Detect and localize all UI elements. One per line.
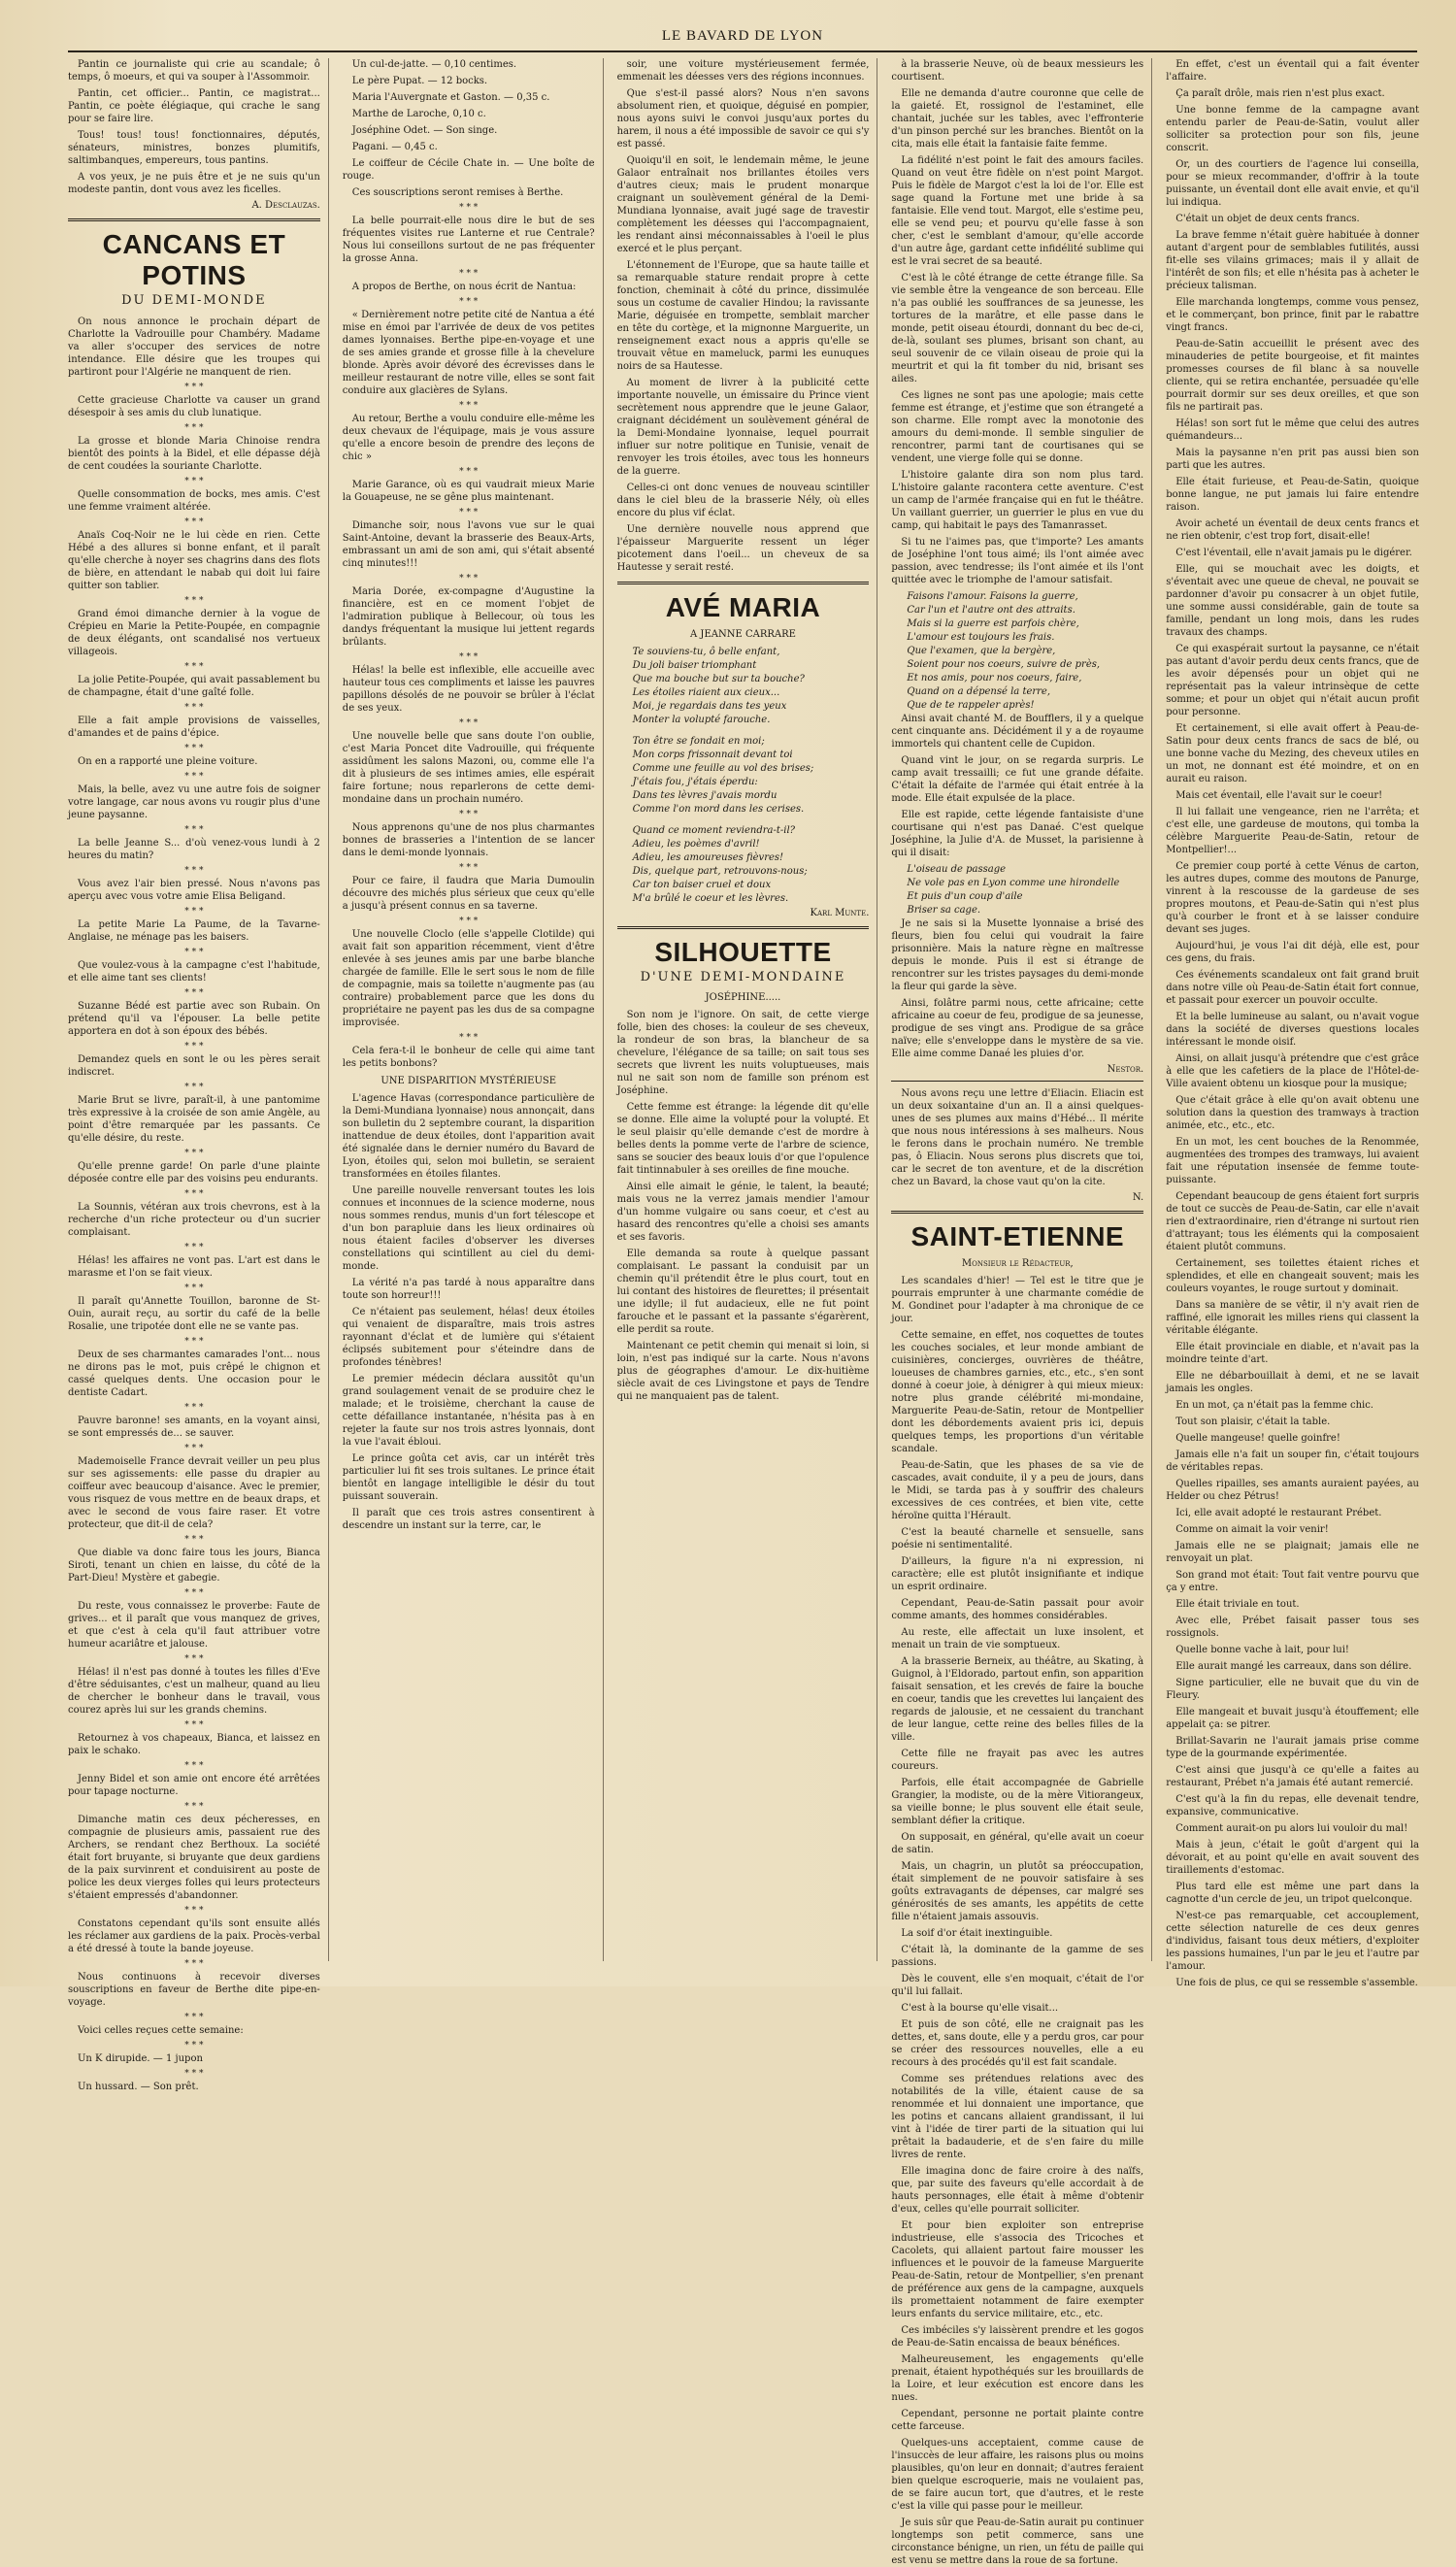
paragraph: soir, une voiture mystérieusement fermée, emmenait les déesses vers des régions inconnues. — [616, 59, 870, 83]
paragraph: Elle imagina donc de faire croire à des naïfs, que, par suite des faveurs qu'elle accordait à de hauts personnages, elle était à même d'obtenir d'eux, celles qu'elle pourrait solliciter. — [891, 2166, 1144, 2215]
paragraph: Maintenant ce petit chemin qui menait si loin, si loin, n'est pas indiqué sur la carte. Nous n'avons plus de géographes d'amour. Le dix-huitième siècle avait de ces Livingstone et pays de Tendre qui ne manquaient pas de talent. — [616, 1341, 870, 1402]
poem-line: Ton être se fondait en moi; — [632, 736, 765, 747]
paragraph: C'est qu'à la fin du repas, elle devenait tendre, expansive, communicative. — [1166, 1794, 1419, 1817]
poem-line: Mon corps frissonnait devant toi — [632, 750, 793, 760]
star-separator: * * * — [184, 517, 204, 527]
masthead — [68, 21, 1417, 52]
star-separator: * * * — [459, 297, 479, 307]
star-separator: * * * — [184, 988, 204, 998]
poem-line: Adieu, les amoureuses fièvres! — [632, 852, 784, 863]
poem-signature: Karl Munte. — [810, 908, 870, 918]
paragraph: Ces événements scandaleux ont fait grand bruit dans notre ville où Peau-de-Satin était fort connue, et passait pour exercer un pouvoir occulte. — [1166, 970, 1419, 1006]
paragraph: La soif d'or était inextinguible. — [901, 1928, 1053, 1939]
paragraph: Jamais elle n'a fait un souper fin, c'était toujours de véritables repas. — [1166, 1450, 1419, 1473]
paragraph: Ce premier coup porté à cette Vénus de carton, les autres dupes, comme des moutons de Panurge, vinrent à la rescousse de la gardeuse de ses propres moutons, et Peau-de-Satin qui n'est plus qu'à courber le front et à se laisser conduire devant ses juges. — [1166, 861, 1419, 935]
paragraph: La belle Jeanne S... d'où venez-vous lundi à 2 heures du matin? — [68, 838, 320, 861]
paragraph: Une nouvelle belle que sans doute l'on oublie, c'est Maria Poncet dite Vadrouille, qui fréquente assidûment les salons Mazoni, ou, comme elle l'a dit à plusieurs de ses intimes amies, elle espérait faire fortune; nous reparlerons de cette demi-mondaine dans un prochain numéro. — [342, 731, 595, 805]
paragraph: Dès le couvent, elle s'en moquait, c'était de l'or qu'il lui fallait. — [891, 1974, 1144, 1997]
subscription-item: Le coiffeur de Cécile Chate in. — Une boîte de rouge. — [342, 158, 595, 182]
paragraph: La grosse et blonde Maria Chinoise rendra bientôt des points à la Bidel, et elle dépasse déjà de cent coudées la souriante Charlotte. — [68, 436, 320, 472]
paragraph: Plus tard elle est même une part dans la cagnotte d'un cercle de jeu, un tripot quelconque. — [1166, 1882, 1419, 1905]
disparition-body — [343, 1092, 595, 1532]
divider — [891, 1211, 1143, 1214]
subscription-item: Maria l'Auvergnate et Gaston. — 0,35 c. — [351, 92, 550, 103]
signature-n: N. — [1132, 1192, 1144, 1203]
paragraph: La jolie Petite-Poupée, qui avait passablement bu de champagne, était d'une gaîté folle. — [68, 675, 320, 698]
paragraph: Un hussard. — Son prêt. — [78, 2082, 199, 2092]
paragraph: Elle marchanda longtemps, comme vous pensez, et le commerçant, bon prince, finit par le rabattre vingt francs. — [1166, 297, 1419, 333]
star-separator: * * * — [459, 467, 479, 477]
subscription-item: Joséphine Odet. — Son singe. — [351, 125, 498, 136]
paragraph: Signe particulier, elle ne buvait que du vin de Fleury. — [1166, 1678, 1419, 1701]
paragraph: Retournez à vos chapeaux, Bianca, et laissez en paix le schako. — [68, 1733, 320, 1756]
star-separator: * * * — [184, 772, 204, 782]
divider — [891, 1081, 1143, 1082]
poem-line: Les étoiles riaient aux cieux... — [632, 687, 780, 698]
quote-line: Et puis d'un coup d'aile — [907, 891, 1023, 902]
column-3 — [617, 58, 878, 1961]
star-separator: * * * — [184, 1654, 204, 1664]
subscription-item: Pagani. — 0,45 c. — [351, 142, 438, 152]
paragraph: Hélas! son sort fut le même que celui des autres quémandeurs... — [1166, 418, 1419, 442]
paragraph: Je suis sûr que Peau-de-Satin aurait pu continuer longtemps son petit commerce, sans une circonstance bénigne, un rien, un fétu de paille qui est venu se mettre dans la roue de sa fortune. — [891, 2517, 1144, 2566]
star-separator: * * * — [459, 574, 479, 583]
paragraph: Du reste, vous connaissez le proverbe: Faute de grives... et il paraît que vous manquez de grives, et que c'est à cela qu'il faut attribuer votre humeur acariâtre et jalouse. — [68, 1601, 320, 1650]
paragraph: Hélas! les affaires ne vont pas. L'art est dans le marasme et l'on se fait vieux. — [68, 1255, 320, 1279]
star-separator: * * * — [184, 1444, 204, 1453]
paragraph: Cette fille ne frayait pas avec les autres coureurs. — [891, 1749, 1144, 1772]
paragraph: Ainsi, folâtre parmi nous, cette africaine; cette africaine au coeur de feu, prodigue de sa jeunesse, prodigue de ses vingt ans. Prodigue de sa grâce naïve; elle s'enveloppe dans le mystère de sa vie. Elle aime comme Danaé les pluies d'or. — [891, 998, 1144, 1059]
paragraph: Ça paraît drôle, mais rien n'est plus exact. — [1175, 88, 1385, 99]
paragraph: Cependant, personne ne portait plainte contre cette farceuse. — [891, 2409, 1144, 2432]
star-separator: * * * — [184, 866, 204, 876]
column-4-body-2 — [891, 713, 1143, 859]
star-separator: * * * — [184, 423, 204, 433]
paragraph: La Sounnis, vétéran aux trois chevrons, est à la recherche d'un riche protecteur ou d'un sucrier complaisant. — [68, 1202, 320, 1238]
paragraph: Et la belle lumineuse au salant, ou n'avait vogue dans la société de diverses questions locales intéressant le monde oisif. — [1166, 1012, 1419, 1048]
paragraph: Et certainement, si elle avait offert à Peau-de-Satin pour deux cents francs de sacs de blé, ou une bonne vache du Mezing, des cheveux utiles en un mot, ne donnant est été moindre, et on en aurait eu raison. — [1166, 723, 1419, 784]
paragraph: Ainsi, on allait jusqu'à prétendre que c'est grâce à elle que les cafetiers de la place de l'Hôtel-de-Ville avaient obtenu un kiosque pour la musique; — [1166, 1053, 1419, 1089]
poem-line: Moi, je regardais dans tes yeux — [632, 701, 787, 712]
paragraph: Au reste, elle affectait un luxe insolent, et menait un train de vie somptueux. — [891, 1627, 1144, 1650]
paragraph: Cette gracieuse Charlotte va causer un grand désespoir à ses amis du club lunatique. — [68, 395, 320, 418]
paragraph: Quand vint le jour, on se regarda surpris. Le camp avait tressailli; ce fut une grande défaite. C'était la défaite de l'armée qui était entrée à la mode. Elle était expulsée de la place. — [891, 755, 1144, 804]
subscription-item: Un cul-de-jatte. — 0,10 centimes. — [351, 59, 517, 70]
poem-line: Adieu, les poèmes d'avril! — [632, 839, 760, 850]
star-separator: * * * — [184, 2069, 204, 2079]
song-line: Car l'un et l'autre ont des attraits. — [907, 605, 1075, 616]
paragraph: Ainsi elle aimait le génie, le talent, la beauté; mais vous ne la verrez jamais mendier l'amour d'un homme vulgaire ou sans coeur, et c'est au hasard des rencontres qu'elle a choisi ses amants et ses favoris. — [616, 1182, 870, 1243]
quote-line: Briser sa cage. — [907, 905, 981, 916]
paragraph: Quelques-uns acceptaient, comme cause de l'insuccès de leur affaire, les raisons plus ou moins plausibles, qu'on leur en donnait; d'autres feraient bien quelque escroquerie, mais ne voulaient pas, de se faire aucun tort, que d'autres, et le reste c'est la ville qui passe pour le meilleur. — [891, 2438, 1144, 2512]
paragraph: Deux de ses charmantes camarades l'ont... nous ne dirons pas le mot, puis crêpé le chignon et cassé quelques dents. Une occasion pour le dentiste Cadart. — [68, 1350, 320, 1398]
column-1 — [68, 58, 329, 2092]
paragraph: Mais, la belle, avez vu une autre fois de soigner votre langage, car nous avons vu rougir plus d'une jeune paysanne. — [68, 784, 320, 820]
song-line: Que de te rappeler après! — [907, 700, 1035, 711]
paragraph: La brave femme n'était guère habituée à donner autant d'argent pour de semblables futilités, aussi fit-elle ses vilains grimaces; mais il y allait de l'intérêt de son fils; et elle n'hésita pas à acheter le précieux talisman. — [1166, 230, 1419, 291]
paragraph: C'est à la bourse qu'elle visait... — [901, 2003, 1059, 2014]
poem-line: Monter la volupté farouche. — [632, 715, 771, 725]
column-4-body — [891, 58, 1143, 586]
star-separator: * * * — [459, 863, 479, 873]
paragraph: Mademoiselle France devrait veiller un peu plus sur ses agissements: elle passe du drapier au coiffeur avec beaucoup d'aisance. Avec le premier, vous risquez de vous mettre en de beaux draps, et avec le second de vous faire raser. Et votre protecteur, que dit-il de cela? — [68, 1456, 320, 1530]
subscription-item: Marthe de Laroche, 0,10 c. — [351, 109, 486, 119]
song-line: Que l'examen, que la bergère, — [907, 646, 1056, 656]
paragraph: Il paraît qu'Annette Touillon, baronne de St-Ouin, aurait reçu, au sortir du café de la belle Rosalie, une tripotée dont elle ne se vante pas. — [68, 1296, 320, 1332]
salutation: Monsieur le Rédacteur, — [961, 1258, 1074, 1269]
paragraph: Vous avez l'air bien pressé. Nous n'avons pas aperçu avec vous votre amie Elisa Beligand. — [68, 879, 320, 902]
paragraph: Elle était furieuse, et Peau-de-Satin, quoique bonne langue, ne put jamais lui faire entendre raison. — [1166, 477, 1419, 513]
poem-line: J'étais fou, j'étais éperdu: — [632, 777, 758, 787]
paragraph: Que diable va donc faire tous les jours, Bianca Siroti, tenant un chien en laisse, du côté de la Part-Dieu! Mystère et gabegie. — [68, 1548, 320, 1584]
paragraph: Mais cet éventail, elle l'avait sur le coeur! — [1175, 790, 1383, 801]
paragraph: Que voulez-vous à la campagne c'est l'habitude, et elle aime tant ses clients! — [68, 960, 320, 983]
paragraph: Ces lignes ne sont pas une apologie; mais cette femme est étrange, et j'estime que son étrangeté a son charme. Elle rompt avec la monotonie des amours du demi-monde. Il semble singulier de rencontrer, parmi tant de courtisanes qui se vendent, une vierge folle qui se donne. — [891, 390, 1144, 464]
headline-disparition: UNE DISPARITION MYSTÉRIEUSE — [381, 1076, 557, 1086]
paragraph: Une pareille nouvelle renversant toutes les lois connues et inconnues de la science moderne, nous nous sommes rendus, munis d'un fort télescope et d'un bon parapluie dans les lieux ordinaires où nous étaient faciles d'observer les diverses constellations qui scintillent au ciel du demi-monde. — [342, 1185, 595, 1272]
paragraph: Au retour, Berthe a voulu conduire elle-même les deux chevaux de l'équipage, mais je vous assure qu'elle a encore besoin de prendre des leçons de chic » — [342, 414, 595, 462]
paragraph: La belle pourrait-elle nous dire le but de ses fréquentes visites rue Lanterne et rue Centrale? Nous lui conseillons surtout de ne pas fréquenter la grosse Anna. — [342, 216, 595, 264]
paragraph: Demandez quels en sont le ou les pères serait indiscret. — [68, 1054, 320, 1078]
poem-line: Comme une feuille au vol des brises; — [632, 763, 814, 774]
paragraph: Cependant beaucoup de gens étaient fort surpris de tout ce succès de Peau-de-Satin, car elle n'avait rien d'extraordinaire, rien d'étrange ni surtout rien d'attrayant; tous les éléments qui la composaient étaient plutôt communs. — [1166, 1191, 1419, 1252]
masthead-title: LE BAVARD DE LYON — [661, 28, 824, 44]
star-separator: * * * — [184, 703, 204, 713]
silhouette-name: JOSÉPHINE..... — [705, 992, 781, 1003]
star-separator: * * * — [184, 1802, 204, 1812]
paragraph: L'étonnement de l'Europe, que sa haute taille et sa remarquable stature rendait propre à cette fonction, cheminait à côté du prince, dissimulée sous un costume de cavalier Hindou; la ravissante Marie, déguisée en trompette, semblait marcher en tête du cortège, et la mignonne Marguerite, un renseignement exact nous a appris qu'elle se trouvait vêtue en mameluck, parmi les eunuques noirs de sa Hautesse. — [616, 260, 870, 372]
divider — [617, 582, 870, 584]
paragraph: Avec elle, Prébet faisait passer tous ses rossignols. — [1166, 1616, 1419, 1639]
paragraph: Que s'est-il passé alors? Nous n'en savons absolument rien, et quoique, déguisé en pompier, nous ayons suivi le convoi jusqu'aux portes du harem, il nous a été impossible de savoir ce qui s'y est passé. — [616, 88, 870, 150]
poem-line: Dans tes lèvres j'avais mordu — [632, 790, 778, 801]
paragraph: Quelles ripailles, ses amants auraient payées, au Helder ou chez Pétrus! — [1166, 1479, 1419, 1502]
paragraph: à la brasserie Neuve, où de beaux messieurs les courtisent. — [891, 59, 1144, 83]
star-separator: * * * — [459, 203, 479, 213]
paragraph: Celles-ci ont donc venues de nouveau scintiller dans le ciel bleu de la brasserie Nély, où elles encore du plus vif éclat. — [616, 483, 870, 518]
paragraph: Pantin, cet officier... Pantin, ce magistrat... Pantin, ce poète élégiaque, qui crache le sang pour se faire lire. — [68, 88, 320, 124]
star-separator: * * * — [184, 1588, 204, 1598]
star-separator: * * * — [184, 1906, 204, 1916]
star-separator: * * * — [184, 1720, 204, 1730]
star-separator: * * * — [184, 825, 204, 835]
signature-nestor: Nestor. — [1107, 1064, 1144, 1075]
paragraph: Les scandales d'hier! — Tel est le titre que je pourrais emprunter à une charmante comédie de M. Gondinet pour l'adapter à ma chronique de ce jour. — [891, 1276, 1144, 1324]
quote-line: Ne vole pas en Lyon comme une hirondelle — [907, 878, 1120, 888]
signature-desclauzas: A. Desclauzas. — [251, 200, 320, 211]
paragraph: Quoiqu'il en soit, le lendemain même, le jeune Galaor entraînait nos brillantes étoiles vers d'autres cieux; mais le prudent monarque craignant un soulèvement général de la Demi-Mundiana lyonnaise, avait jugé sage de travestir complètement les déesses qui l'accompagnaient, les rendant ainsi méconnaissables à l'oeil le plus exercé et le plus perçant. — [616, 155, 870, 254]
poem-line: Car ton baiser cruel et doux — [632, 880, 772, 890]
star-separator: * * * — [184, 1189, 204, 1199]
poem-line: Comme l'on mord dans les cerises. — [632, 804, 805, 815]
star-separator: * * * — [459, 917, 479, 926]
star-separator: * * * — [459, 269, 479, 279]
poem-dedication: A JEANNE CARRARE — [690, 629, 796, 640]
paragraph: A vos yeux, je ne puis être et je ne suis qu'un modeste pantin, dont vous avez les ficelles. — [68, 172, 320, 195]
song-line: Faisons l'amour. Faisons la guerre, — [907, 591, 1078, 602]
paragraph: Peau-de-Satin accueillit le présent avec des minauderies de petite bourgeoise, et fit maintes promesses courses de fil blanc à sa nouvelle cliente, qui se retira enchantée, persuadée qu'elle pourrait dormir sur ses deux oreilles, et que son fils ne partirait pas. — [1166, 339, 1419, 413]
paragraph: Tous! tous! tous! fonctionnaires, députés, sénateurs, ministres, bonzes plumitifs, saltimbanques, empereurs, tous pantins. — [68, 130, 320, 166]
paragraph: En un mot, les cent bouches de la Renommée, augmentées des trompes des tramways, lui avaient fait une réputation insensée de femme toute-puissante. — [1166, 1137, 1419, 1185]
poem-title: AVÉ MARIA — [665, 592, 821, 622]
column-2-body — [343, 186, 595, 1070]
paragraph: Hélas! la belle est inflexible, elle accueille avec hauteur tous ces compliments et laisse les pauvres papillons désolés de ne pouvoir se brûler à l'éclat de ses yeux. — [342, 665, 595, 714]
star-separator: * * * — [184, 1042, 204, 1051]
paragraph: Voici celles reçues cette semaine: — [78, 2025, 244, 2036]
paragraph: Dans sa manière de se vêtir, il n'y avait rien de raffiné, elle ignorait les milles riens qui classent la véritable élégante. — [1166, 1300, 1419, 1336]
paragraph: Une nouvelle Cloclo (elle s'appelle Clotilde) qui avait fait son apparition récemment, vient d'être enlevée à ses jeunes amis par une barbe blanche chargée de famille. Elle le sert sous le nom de fille de compagnie, mais sa toilette n'augmente pas (au contraire) probablement parce que les dons du propriétaire ne payent pas les dus de sa compagne improvisée. — [342, 929, 595, 1028]
paragraph: Elle mangeait et buvait jusqu'à étouffement; elle appelait ça: se pitrer. — [1166, 1707, 1419, 1730]
paragraph: Pauvre baronne! ses amants, en la voyant ainsi, se sont empressés de... se sauver. — [68, 1416, 320, 1439]
song-line: Et nos amis, pour nos coeurs, faire, — [907, 673, 1082, 683]
song-line: Soient pour nos coeurs, suivre de près, — [907, 659, 1101, 670]
poem-stanza-3 — [617, 824, 870, 906]
paragraph: Brillat-Savarin ne l'aurait jamais prise comme type de la gourmande expérimentée. — [1166, 1736, 1419, 1759]
paragraph: Mais la paysanne n'en prit pas aussi bien son parti que les autres. — [1166, 448, 1419, 471]
paragraph: Quelle consommation de bocks, mes amis. C'est une femme vraiment altérée. — [68, 489, 320, 513]
paragraph: Un K dirupide. — 1 jupon — [78, 2053, 203, 2064]
paragraph: Au moment de livrer à la publicité cette importante nouvelle, un émissaire du Prince vient secrètement nous apprendre que le jeune Galaor, craignant décidément un soulèvement général de la Demi-Mondaine lyonnaise, lequel pourrait influer sur notre politique en Tunisie, venait de renvoyer les trois étoiles, avec tous les honneurs de la guerre. — [616, 378, 870, 477]
paragraph: Elle demanda sa route à quelque passant complaisant. Le passant la conduisit par un chemin qu'il prétendit être le plus court, tout en lui contant des histoires de fleurettes; il présentait une idylle; il fut audacieux, elle ne fut point farouche et le passant et la passante s'égarèrent, elle perdit sa route. — [616, 1249, 870, 1335]
star-separator: * * * — [459, 508, 479, 517]
paragraph: Une dernière nouvelle nous apprend que l'épaisseur Marguerite ressent un léger picotement dans l'oeil... un cheveux de sa Hautesse y serait resté. — [616, 524, 870, 573]
poem-line: Te souviens-tu, ô belle enfant, — [632, 647, 780, 657]
song-line: L'amour est toujours les frais. — [907, 632, 1055, 643]
paragraph: Hélas! il n'est pas donné à toutes les filles d'Eve d'être séduisantes, c'est un malheur, quand au lieu de chercher le bonheur dans le travail, vous courez après lui sur les grands chemins. — [68, 1667, 320, 1716]
star-separator: * * * — [459, 401, 479, 411]
star-separator: * * * — [459, 810, 479, 819]
paragraph: Ces souscriptions seront remises à Berthe. — [351, 187, 564, 198]
paragraph: C'est la beauté charnelle et sensuelle, sans poésie ni sentimentalité. — [891, 1527, 1144, 1550]
star-separator: * * * — [184, 2041, 204, 2050]
poem-line: Quand ce moment reviendra-t-il? — [632, 825, 796, 836]
paragraph: La vérité n'a pas tardé à nous apparaître dans toute son horreur!!! — [342, 1278, 595, 1301]
paragraph: Aujourd'hui, je vous l'ai dit déjà, elle est, pour ces gens, du frais. — [1166, 941, 1419, 964]
paragraph: N'est-ce pas remarquable, cet accouplement, cette sélection naturelle de ces deux genres d'individus, faisant tous deux métiers, d'exploiter les passions humaines, l'un par le jeu et l'autre par l'amour. — [1166, 1911, 1419, 1972]
paragraph: On supposait, en général, qu'elle avait un coeur de satin. — [891, 1832, 1144, 1855]
paragraph: C'était là, la dominante de la gamme de ses passions. — [891, 1945, 1144, 1968]
paragraph: La fidélité n'est point le fait des amours faciles. Quand on veut être fidèle on n'est point Margot. Puis le fidèle de Margot c'est la loi de l'or. Elle est sage quand la Fortune met une bride à sa fantaisie. Elle vend tout. Margot, elle s'estime peu, elle se vend peu; et pourvu qu'elle fasse à son cher, c'est le semblant d'amour, qu'elle accorde d'un autre âge, gardant cette infidélité sublime qui est le vrai secret de sa beauté. — [891, 155, 1144, 267]
song-verse — [891, 590, 1143, 713]
star-separator: * * * — [184, 948, 204, 957]
silhouette-title: SILHOUETTE — [654, 937, 832, 967]
star-separator: * * * — [184, 596, 204, 606]
star-separator: * * * — [184, 2013, 204, 2022]
paragraph: Elle, qui se mouchait avec les doigts, et s'éventait avec une queue de cheval, ne pouvait se pardonner d'avoir pu consacrer à un objet futile, une somme aussi considérable, gain de toute sa famille, pendant un long mois, dans les rudes travaux des champs. — [1166, 564, 1419, 638]
paragraph: Nous avons reçu une lettre d'Eliacin. Eliacin est un deux soixantaine d'un an. Il a ainsi quelques-unes de ses plumes aux mains d'Hébé... Il mérite que nous nous intéressions à ses malheurs. Nous le ferons dans le prochain numéro. Ne tremble pas, ô Eliacin. Nous serons plus discrets que toi, car le secret de ton aventure, et de la discrétion chez un Bavard, la chose vaut qu'on la cite. — [891, 1088, 1144, 1187]
paragraph: Ces imbéciles s'y laissèrent prendre et les gogos de Peau-de-Satin encaissa de beaux bénéfices. — [891, 2325, 1144, 2349]
paragraph: Dimanche matin ces deux pécheresses, en compagnie de plusieurs amis, passaient rue des Archers, se rendant chez Berthoux. La société était fort bruyante, si bruyante que deux gardiens de la paix survinrent et conduisirent au poste de police les deux vierges folles qui leurs protecteurs s'étaient empressés d'abandonner. — [68, 1815, 320, 1901]
paragraph: Marie Brut se livre, paraît-il, à une pantomime très expressive à la croisée de son amie Angèle, au point d'être remarquée par les passants. Ce qu'elle désire, du reste. — [68, 1095, 320, 1144]
paragraph: Nous apprenons qu'une de nos plus charmantes bonnes de brasseries a l'intention de se lancer dans le demi-monde lyonnais. — [342, 822, 595, 858]
silhouette-body — [617, 1009, 870, 1403]
star-separator: * * * — [184, 1403, 204, 1413]
paragraph: Certainement, ses toilettes étaient riches et splendides, et elle en changeait souvent; mais les couleurs voyantes, le rouge surtout y dominait. — [1166, 1258, 1419, 1294]
poem-line: Que ma bouche but sur ta bouche? — [632, 674, 805, 684]
paragraph: Le prince goûta cet avis, car un intérêt très particulier lui fit ses trois sultanes. Le prince était bientôt en langage intelligible le désir du tout puissant souverain. — [342, 1453, 595, 1502]
column-2 — [343, 58, 604, 1961]
paragraph: Maria Dorée, ex-compagne d'Augustine la financière, est en ce moment l'objet de l'admiration publique à Bellecour, où tous les dandys fréquentant la musique lui jettent regards brûlants. — [342, 586, 595, 648]
paragraph: Elle a fait ample provisions de vaisselles, d'amandes et de pains d'épice. — [68, 716, 320, 739]
paragraph: Quelle bonne vache à lait, pour lui! — [1175, 1645, 1349, 1655]
paragraph: Cependant, Peau-de-Satin passait pour avoir comme amants, des hommes considérables. — [891, 1598, 1144, 1621]
paragraph: Avoir acheté un éventail de deux cents francs et ne rien obtenir, c'est trop fort, disait-elle! — [1166, 518, 1419, 542]
paragraph: Elle aurait mangé les carreaux, dans son délire. — [1175, 1661, 1412, 1672]
paragraph: Constatons cependant qu'ils sont ensuite allés les réclamer aux gardiens de la paix. Procès-verbal a été dressé à toute la bande joyeuse. — [68, 1918, 320, 1954]
paragraph: Ici, elle avait adopté le restaurant Prébet. — [1175, 1508, 1382, 1518]
paragraph: Elle ne débarbouillait à demi, et ne se lavait jamais les ongles. — [1166, 1371, 1419, 1394]
column-5-body — [1166, 58, 1419, 1989]
paragraph: Ainsi avait chanté M. de Boufflers, il y a quelque cent cinquante ans. Décidément il y a de royaume immortels qui chantent celle de Cupidon. — [891, 714, 1144, 750]
paragraph: « Dernièrement notre petite cité de Nantua a été mise en émoi par l'arrivée de deux de vos petites dames lyonnaises. Berthe pipe-en-voyage et une de ses amies grande et grosse fille à la chevelure blonde. Après avoir dévoré des écrevisses dans le meilleur restaurant de notre ville, elles se sont fait conduire aux glacières de Sylans. — [342, 310, 595, 396]
paragraph: Ce n'étaient pas seulement, hélas! deux étoiles qui venaient de disparaître, mais trois astres rayonnant d'éclat et de lumière qui s'étaient éclipsés subitement pour s'éteindre dans de profondes ténèbres! — [342, 1307, 595, 1368]
paragraph: C'était un objet de deux cents francs. — [1175, 214, 1360, 224]
section-title-saint-etienne: SAINT-ETIENNE — [910, 1221, 1125, 1251]
paragraph: On en a rapporté une pleine voiture. — [78, 756, 258, 767]
paragraph: Or, un des courtiers de l'agence lui conseilla, pour se mieux recommander, d'offrir à la toute puissante, un éventail dont elle avait envie, et qu'il lui indiqua. — [1166, 159, 1419, 208]
paragraph: Quelle mangeuse! quelle goinfre! — [1175, 1433, 1340, 1444]
divider — [617, 926, 870, 929]
paragraph: Tout son plaisir, c'était la table. — [1175, 1417, 1331, 1427]
section-subtitle-demi-monde: DU DEMI-MONDE — [121, 293, 267, 308]
paragraph: C'est ainsi que jusqu'à ce qu'elle a faites au restaurant, Prébet n'a jamais été autant remercié. — [1166, 1765, 1419, 1788]
paragraph: L'histoire galante dira son nom plus tard. L'histoire galante racontera cette aventure. C'est un camp de l'armée française qui en fut le théâtre. Un vaillant guerrier, un guerrier le plus en vue du camp, qui habitait le pays des Tamanrasset. — [891, 470, 1144, 531]
paragraph: En un mot, ça n'était pas la femme chic. — [1175, 1400, 1373, 1411]
star-separator: * * * — [184, 744, 204, 753]
subscription-item: Le père Pupat. — 12 bocks. — [351, 76, 488, 86]
paragraph: A la brasserie Berneix, au théâtre, au Skating, à Guignol, à l'Eldorado, partout enfin, son apparition faisait sensation, et les crevés de faire la bouche en coeur, tandis que les crevettes lui lançaient des regards de jalousie, et ne cessaient du tranchant de leur langue, cette reine des belles filles de la ville. — [891, 1656, 1144, 1743]
column-5 — [1166, 58, 1427, 1988]
paragraph: Peau-de-Satin, que les phases de sa vie de cascades, avait conduite, il y a peu de jours, dans le Midi, se tarda pas à y souffrir des chaleurs excessives de ces contrées, et bien vite, cette héroïne quitta l'Hérault. — [891, 1460, 1144, 1521]
paragraph: Malheureusement, les engagements qu'elle prenait, étaient hypothéqués sur les brouillards de la Loire, et leur exécution est encore dans les nues. — [891, 2354, 1144, 2403]
paragraph: Cela fera-t-il le bonheur de celle qui aime tant les petits bonbons? — [342, 1046, 595, 1069]
paragraph: Elle était triviale en tout. — [1175, 1599, 1300, 1610]
paragraph: Pantin ce journaliste qui crie au scandale; ô temps, ô moeurs, et qui va souper à l'Assommoir. — [68, 59, 320, 83]
paragraph: Il paraît que ces trois astres consentirent à descendre un instant sur la terre, car, le — [342, 1508, 595, 1531]
silhouette-subtitle: D'UNE DEMI-MONDAINE — [640, 970, 846, 984]
paragraph: Parfois, elle était accompagnée de Gabrielle Grangier, la modiste, ou de la mère Vitiorangeux, sa vieille bonne; le plus souvent elle était seule, semblant défier la critique. — [891, 1778, 1144, 1826]
paragraph: Mais, un chagrin, un plutôt sa préoccupation, était simplement de ne pouvoir satisfaire à ses goûts extravagants de dépenses, car malgré ses générosités de ses amants, les appétits de cette fille n'étaient jamais assouvis. — [891, 1861, 1144, 1922]
paragraph: On nous annonce le prochain départ de Charlotte la Vadrouille pour Chambéry. Madame va aller s'occuper des services de notre intendance. Elle désire que les troupes qui partiront pour l'Algérie ne manquent de rien. — [68, 317, 320, 378]
subscription-list — [343, 58, 595, 183]
paragraph: Une bonne femme de la campagne avant entendu parler de Peau-de-Satin, voulut aller solliciter sa protection pour son fils, jeune conscrit. — [1166, 105, 1419, 153]
poem-line: M'a brûlé le coeur et les lèvres. — [632, 893, 789, 904]
paragraph: C'est là le côté étrange de cette étrange fille. Sa vie semble être la vengeance de son berceau. Elle n'a pas oublié les souffrances de sa jeunesse, les tortures de la marâtre, et elle passe dans le monde, petit oiseau étourdi, donnant du bec de-ci, de-là, soulant ses plumes, brisant son chant, au seul souvenir de ce vilain oiseau de proie qui la meurtrit et qui la fit tomber du nid, brisant ses ailes. — [891, 273, 1144, 384]
paragraph: Cette semaine, en effet, nos coquettes de toutes les couches sociales, et leur monde ambiant de cuisinières, concierges, ouvrières de théâtre, loueuses de chambres garnies, etc., etc., s'en sont donné à coeur joie, à dénigrer à qui mieux mieux: notre plus grande célébrité mi-mondaine, Marguerite Peau-de-Satin, retour de Montpellier dont les débordements avaient pris ici, depuis quelques temps, les proportions d'un véritable scandale. — [891, 1330, 1144, 1454]
saint-etienne-body — [891, 1275, 1143, 2567]
paragraph: Que c'était grâce à elle qu'on avait obtenu une solution dans la question des tramways à traction animée, etc., etc., etc. — [1166, 1095, 1419, 1131]
divider — [68, 218, 320, 221]
quote-line: L'oiseau de passage — [907, 864, 1007, 875]
paragraph: C'est l'éventail, elle n'avait jamais pu le digérer. — [1175, 548, 1412, 558]
star-separator: * * * — [459, 1033, 479, 1043]
star-separator: * * * — [184, 383, 204, 392]
paragraph: Jenny Bidel et son amie ont encore été arrêtées pour tapage nocturne. — [68, 1774, 320, 1797]
paragraph: Jamais elle ne se plaignait; jamais elle ne renvoyait un plat. — [1166, 1541, 1419, 1564]
cancans-body — [68, 316, 320, 2093]
star-separator: * * * — [184, 1243, 204, 1252]
paragraph: Une fois de plus, ce qui se ressemble s'assemble. — [1175, 1978, 1418, 1988]
star-separator: * * * — [184, 1959, 204, 1969]
star-separator: * * * — [184, 1337, 204, 1347]
paragraph: A propos de Berthe, on nous écrit de Nantua: — [351, 282, 577, 292]
paragraph: Comment aurait-on pu alors lui vouloir du mal! — [1175, 1823, 1408, 1834]
star-separator: * * * — [184, 662, 204, 672]
eliacin-note — [891, 1087, 1143, 1188]
columns — [68, 58, 1427, 2566]
star-separator: * * * — [184, 1284, 204, 1293]
intro-text — [68, 58, 320, 196]
star-separator: * * * — [184, 1761, 204, 1771]
quote-verse — [891, 863, 1143, 917]
paragraph: La petite Marie La Paume, de la Tavarne-Anglaise, ne ménage pas les baisers. — [68, 919, 320, 943]
poem-line: Dis, quelque part, retrouvons-nous; — [632, 866, 808, 877]
column-4-body-3 — [891, 917, 1143, 1060]
paragraph: Si tu ne l'aimes pas, que t'importe? Les amants de Joséphine l'ont tous aimé; ils l'ont aimée avec passion, avec tendresse; ils l'ont aimée et ils l'ont quittée avec le triomphe de l'amour satisfait. — [891, 537, 1144, 585]
paragraph: Son nom je l'ignore. On sait, de cette vierge folle, bien des choses: la couleur de ses cheveux, la rondeur de son bras, la blancheur de sa chevelure, l'élégance de sa taille; on sait tous ses secrets que livrent les nuits voluptueuses, mais nul ne sait son nom de famille son prénom est Joséphine. — [616, 1010, 870, 1096]
paragraph: Mais à jeun, c'était le goût d'argent qui la dévorait, et au point qu'elle en avait souvent des tiraillements d'estomac. — [1166, 1840, 1419, 1876]
paragraph: Elle était provinciale en diable, et n'avait pas la moindre teinte d'art. — [1166, 1342, 1419, 1365]
star-separator: * * * — [184, 1083, 204, 1092]
paragraph: Grand émoi dimanche dernier à la vogue de Crépieu en Marie la Petite-Poupée, en compagnie de deux élégants, ont scandalisé nos vertueux villageois. — [68, 609, 320, 657]
poem-line: Du joli baiser triomphant — [632, 660, 757, 671]
paragraph: Dimanche soir, nous l'avons vue sur le quai Saint-Antoine, devant la brasserie des Beaux-Arts, embrassant un ami de son ami, qui s'était absenté cinq minutes!!! — [342, 520, 595, 569]
paragraph: D'ailleurs, la figure n'a ni expression, ni caractère; elle est plutôt insignifiante et indique un esprit ordinaire. — [891, 1556, 1144, 1592]
paragraph: Il lui fallait une vengeance, rien ne l'arrêta; et c'est elle, une gardeuse de moutons, qui tomba la célèbre Marguerite Peau-de-Satin, retour de Montpellier!... — [1166, 807, 1419, 855]
column-3-body — [617, 58, 870, 574]
star-separator: * * * — [184, 907, 204, 917]
paragraph: Et pour bien exploiter son entreprise industrieuse, elle s'associa des Tricoches et Cacolets, qui allaient partout faire mousser les influences et le pouvoir de la fameuse Marguerite Peau-de-Satin, retour de Montpellier, s'en prenant de préférence aux gens de la campagne, auxquels ils promettaient notamment de faire exempter leurs enfants du service militaire, etc., etc. — [891, 2220, 1144, 2319]
section-title-cancans: CANCANS ET POTINS — [102, 229, 286, 290]
paragraph: Cette femme est étrange: la légende dit qu'elle se donne. Elle aime la volupté pour la volupté. Et le seul plaisir qu'elle demande c'est de mordre à belles dents la pomme verte de l'arbre de science, sans se soucier des beaux louis d'or que l'opulence fait tintinnabuler à ses oreilles de fine mouche. — [616, 1102, 870, 1176]
paragraph: Ce qui exaspérait surtout la paysanne, ce n'était pas autant d'avoir perdu deux cents francs, que de les avoir dépensés pour un objet qui ne représentait pas la valeur intrinsèque de cette somme; et pour un objet qui n'était aucun profit pour personne. — [1166, 644, 1419, 717]
paragraph: Le premier médecin déclara aussitôt qu'un grand soulagement venait de se produire chez le malade; et le troisième, cherchant la cause de cette défaillance instantanée, n'hésita pas à en rejeter la faute sur nos trois astres lyonnais, dont la vue l'avait ébloui. — [342, 1374, 595, 1448]
star-separator: * * * — [184, 1535, 204, 1545]
poem-stanza-2 — [617, 735, 870, 817]
paragraph: Suzanne Bédé est partie avec son Rubain. On prétend qu'il va l'épouser. La belle petite apportera en dot à son époux des bébés. — [68, 1001, 320, 1037]
paragraph: Pour ce faire, il faudra que Maria Dumoulin découvre des michés plus sérieux que ceux qu'elle a jusqu'à présent connus en sa taverne. — [342, 876, 595, 912]
paragraph: L'agence Havas (correspondance particulière de la Demi-Mundiana lyonnaise) nous annonçait, dans son bulletin du 2 septembre courant, la disparition inattendue de deux étoiles, dont l'apparition avait été signalée dans le dernier numéro du Bavard de Lyon, étoiles qui, selon moi bulletin, se seraient transformées en étoiles filantes. — [342, 1093, 595, 1180]
song-line: Quand on a dépensé la terre, — [907, 686, 1051, 697]
poem-stanza-1 — [617, 646, 870, 727]
column-4 — [891, 58, 1152, 2566]
paragraph: Marie Garance, où es qui vaudrait mieux Marie la Gouapeuse, ne se gêne plus maintenant. — [342, 480, 595, 503]
paragraph: Elle ne demanda d'autre couronne que celle de la gaieté. Et, rossignol de l'estaminet, elle chantait, juchée sur les tables, avec l'effronterie d'un pinson perché sur les branches. Bientôt on la cita, mais elle était la fantaisie faite femme. — [891, 88, 1144, 150]
paragraph: Son grand mot était: Tout fait ventre pourvu que ça y entre. — [1166, 1570, 1419, 1593]
paragraph: Comme on aimait la voir venir! — [1175, 1524, 1329, 1535]
paragraph: Nous continuons à recevoir diverses souscriptions en faveur de Berthe dite pipe-en-voyage. — [68, 1972, 320, 2008]
paragraph: Et puis de son côté, elle ne craignait pas les dettes, et, sans doute, elle y a perdu gros, car pour se créer des ressources nouvelles, elle a eu recours à des procédés qu'il est fait scandale. — [891, 2019, 1144, 2068]
paragraph: Qu'elle prenne garde! On parle d'une plainte déposée contre elle par des voisins peu endurants. — [68, 1161, 320, 1184]
star-separator: * * * — [459, 652, 479, 662]
paragraph: En effet, c'est un éventail qui a fait éventer l'affaire. — [1166, 59, 1419, 83]
star-separator: * * * — [184, 1149, 204, 1158]
paragraph: Elle est rapide, cette légende fantaisiste d'une courtisane qui n'est pas Danaé. C'est quelque Joséphine, la Julie d'A. de Musset, la parisienne à qui il disait: — [891, 810, 1144, 858]
star-separator: * * * — [184, 477, 204, 486]
paragraph: Je ne sais si la Musette lyonnaise a brisé des fleurs, bien fou celui qui voudrait la faire prisonnière. Mais la nature règne en maîtresse depuis le monde. Puis il est si étrange de rencontrer sur les tristes paysages du demi-monde la fleur qui garde la sève. — [891, 918, 1144, 992]
song-line: Mais si la guerre est parfois chère, — [907, 618, 1079, 629]
paragraph: Comme ses prétendues relations avec des notabilités de la ville, étaient cause de sa renommée et lui donnaient une importance, que les potins et cancans allaient grandissant, il lui vint à l'idée de tirer parti de la situation qui lui prêtait la badauderie, et de s'en faire du mille livres de rente. — [891, 2074, 1144, 2160]
paragraph: Anaïs Coq-Noir ne le lui cède en rien. Cette Hébé a des allures si bonne enfant, et il paraît qu'elle cherche à noyer ses chagrins dans des flots de bière, en attendant le nabab qui doit lui faire quitter son tablier. — [68, 530, 320, 591]
star-separator: * * * — [459, 718, 479, 728]
